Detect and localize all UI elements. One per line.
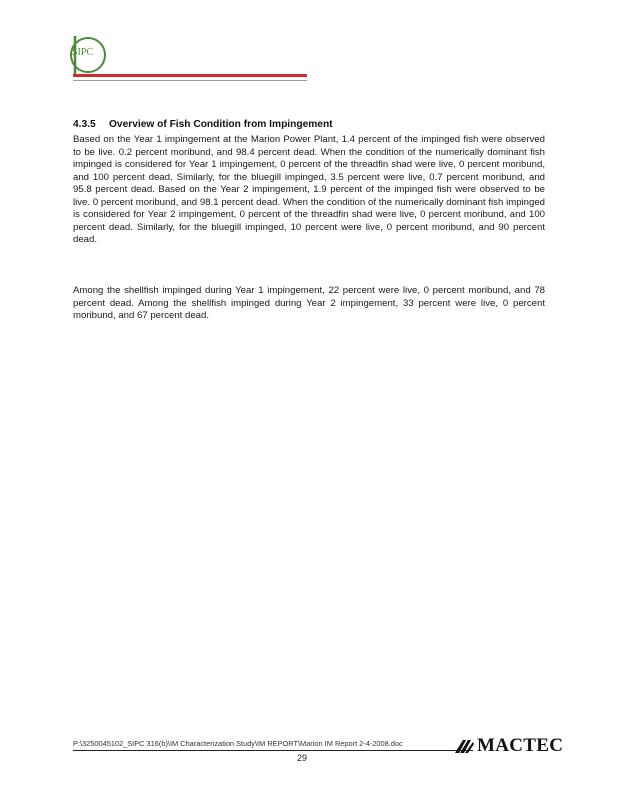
paragraph-shellfish-condition: Among the shellfish impinged during Year 1 impingement, 22 percent were live, 0 percent moribund, and 78 percent dead. Among the shellfish impinged during Year 2 impingement, 33 percent were live, 0 percent moribund, and 67 percent dead.	[73, 285, 545, 322]
logo-text: SIPC	[72, 47, 94, 58]
header-red-rule	[73, 74, 307, 77]
section-number: 4.3.5	[73, 119, 96, 130]
header-gray-rule	[73, 80, 307, 81]
footer-file-path: P:\3250045102_SIPC 316(b)\IM Characterization Study\IM REPORT\Marion IM Report 2-4-2008.doc	[73, 739, 403, 748]
mactec-logo	[453, 733, 563, 759]
section-title: Overview of Fish Condition from Impingement	[109, 119, 333, 130]
mactec-bird-icon	[453, 736, 475, 756]
section-heading	[73, 119, 333, 130]
mactec-logo-text: MACTEC	[477, 735, 564, 756]
paragraph-fish-condition: Based on the Year 1 impingement at the Marion Power Plant, 1.4 percent of the impinged fish were observed to be live. 0.2 percent moribund, and 98.4 percent dead. When the condition of the numerically dominant fish impinged is considered for Year 1 impingement, 0 percent of the threadfin shad were live, 0 percent moribund, and 100 percent dead. Similarly, for the bluegill impinged, 3.5 percent were live, 0.7 percent moribund, and 95.8 percent dead. Based on the Year 2 impingement, 1.9 percent of the impinged fish were observed to be live. 0 percent moribund, and 98.1 percent dead. When the condition of the numerically dominant fish impinged is considered for Year 2 impingement, 0 percent of the threadfin shad were live, 0 percent moribund, and 100 percent dead. Similarly, for the bluegill impinged, 10 percent were live, 0 percent moribund, and 90 percent dead.	[73, 134, 545, 246]
footer-rule	[73, 750, 473, 751]
page-number: 29	[297, 753, 308, 763]
